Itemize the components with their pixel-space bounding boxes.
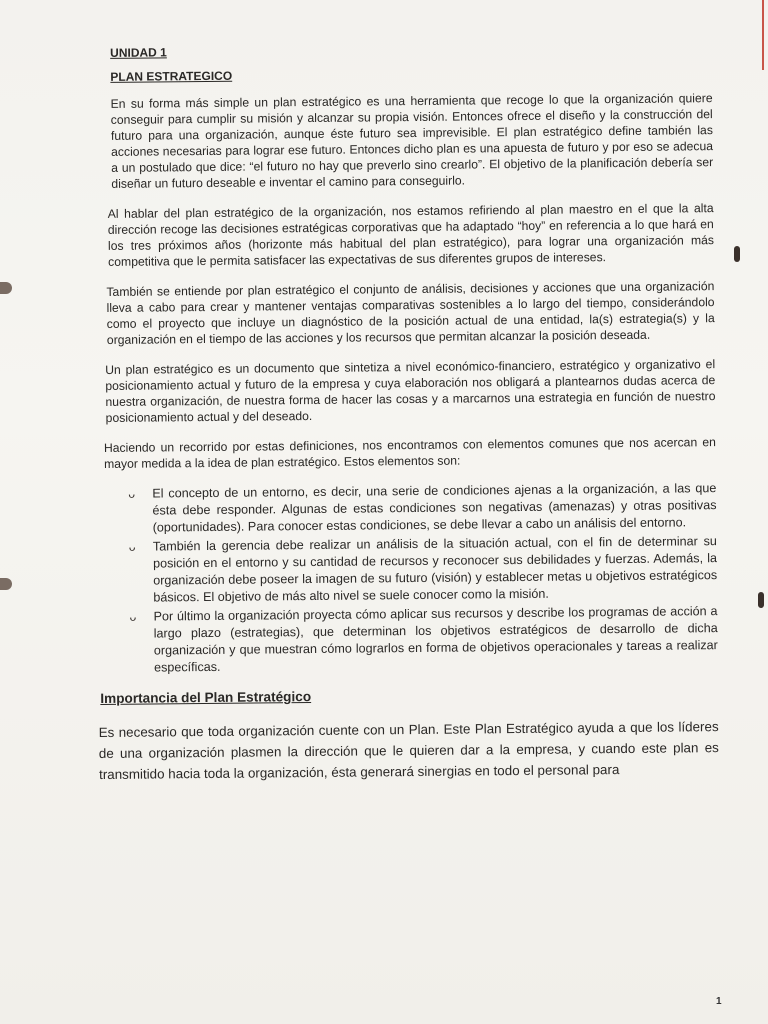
page-title: PLAN ESTRATEGICO — [110, 68, 233, 84]
bullet-icon: ᴗ — [129, 609, 137, 624]
section-paragraph: Es necesario que toda organización cuente con un Plan. Este Plan Estratégico ayuda a que los líderes de una organización plasmen la dirección que le quieren dar a la empresa, y cuando este plan es transmitido hacia toda la organización, ésta generará sinergias en todo el personal para — [98, 719, 719, 783]
paragraph-4: Un plan estratégico es un documento que sintetiza a nivel económico-financiero, estratégico y organizativo el posicionamiento actual y futuro de la empresa y cuya elaboración nos obligará a plantearnos dudas acerca de nuestra organización, de nuestra forma de hacer las cosas y a marcarnos una estrategia en función de nuestro posicionamiento actual y del deseado. — [105, 357, 716, 425]
list-item — [128, 480, 717, 536]
unit-heading: UNIDAD 1 — [110, 45, 167, 60]
page-number: 1 — [716, 996, 722, 1007]
elements-list — [104, 480, 718, 677]
list-item-text: El concepto de un entorno, es decir, una serie de condiciones ajenas a la organización, a las que ésta debe responder. Algunas de estas condiciones son negativas (amenazas) y otras positivas (oportunidades). Para conocer estas condiciones, se debe llevar a cabo un análisis del entorno. — [152, 481, 717, 535]
punch-hole-bottom — [0, 578, 12, 590]
document-content — [100, 34, 719, 799]
paragraph-2: Al hablar del plan estratégico de la organización, nos estamos refiriendo al plan maestro en el que la alta dirección recoge las decisiones estratégicas corporativas que ha adaptado “hoy” en referencia a lo que hará en los tres próximos años (horizonte más habitual del plan estratégico), para lograr una organización más competitiva que le permita satisfacer las expectativas de sus diferentes grupos de intereses. — [107, 201, 715, 269]
list-item-text: También la gerencia debe realizar un análisis de la situación actual, con el fin de determinar su posición en el entorno y su cantidad de recursos y reconocer sus debilidades y fuerzas. Además, la organización debe poseer la imagen de su futuro (visión) y establecer metas u objetivos estratégicos básicos. El objetivo de más alto nivel se suele conocer como la misión. — [152, 534, 718, 605]
list-item-text: Por último la organización proyecta cómo aplicar sus recursos y describe los programas de acción a largo plazo (estrategias), que determinan los objetivos estratégicos de desarrollo de dicha organización y que muestran cómo lograrlos en forma de objetivos operacionales y tareas a realizar específicas. — [153, 604, 718, 675]
paragraph-1: En su forma más simple un plan estratégico es una herramienta que recoge lo que la organización quiere conseguir para cumplir su misión y alcanzar su propia visión. Entonces ofrece el diseño y la construcción del futuro para una organización, aunque éste futuro sea imprevisible. El plan estratégico define también las acciones necesarias para lograr ese futuro. Entonces dicho plan es una apuesta de futuro y por eso se adecua a un postulado que dice: “el futuro no hay que preverlo sino crearlo”. El objetivo de la planificación debería ser diseñar un futuro deseable e inventar el camino para conseguirlo. — [110, 91, 714, 191]
paragraph-5: Haciendo un recorrido por estas definiciones, nos encontramos con elementos comunes que nos acercan en mayor medida a la idea de plan estratégico. Estos elementos son: — [103, 435, 716, 471]
list-item — [129, 603, 718, 676]
punch-hole-top — [0, 282, 12, 294]
bullet-icon: ᴗ — [128, 486, 136, 501]
binding-mark-bottom — [758, 592, 764, 608]
bullet-icon: ᴗ — [128, 539, 136, 554]
paragraph-3: También se entiende por plan estratégico el conjunto de análisis, decisiones y acciones que una organización lleva a cabo para crear y mantener ventajas comparativas sostenibles a lo largo del tiempo, considerándolo como el proyecto que incluye un diagnóstico de la posición actual de una entidad, la(s) estrategia(s) y la organización en el tiempo de las acciones y los recursos que permitan alcanzar la posición deseada. — [106, 279, 715, 347]
binding-mark-top — [734, 246, 740, 262]
red-margin-line — [762, 0, 764, 70]
section-heading: Importancia del Plan Estratégico — [100, 689, 312, 707]
list-item — [128, 533, 718, 606]
